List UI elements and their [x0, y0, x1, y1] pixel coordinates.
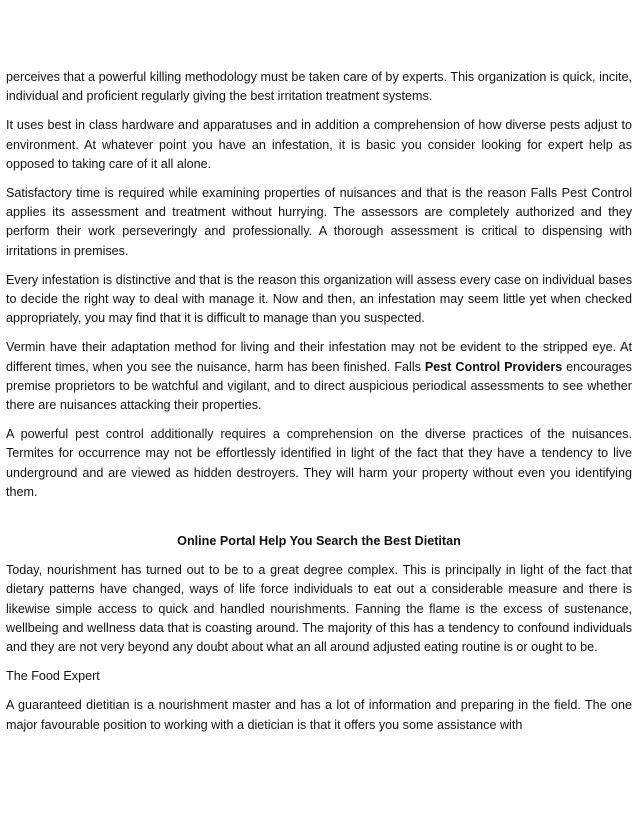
paragraph-methodology: perceives that a powerful killing methodology must be taken care of by experts. This organization is quick, incite, individual and proficient regularly giving the best irritation treatment systems. — [6, 70, 632, 104]
paragraph-nourishment: Today, nourishment has turned out to be to a great degree complex. This is principally in light of the fact that dietary patterns have changed, ways of life force individuals to eat out a considerable measure and there is likewise simple access to quick and handled nourishments. Fanning the flame is the excess of sustenance, wellbeing and wellness data that is coasting around. The majority of this has a tendency to confound individuals and they are not very beyond any doubt about what an all around adjusted eating routine is or ought to be. — [6, 563, 632, 655]
subheading-food-expert: The Food Expert — [6, 669, 100, 684]
vermin-text-before: Vermin have their adaptation method for living and their infestation may not be evident to the stripped eye. At different times, when you see the nuisance, harm has been finished. Falls — [6, 340, 632, 374]
section-title: Online Portal Help You Search the Best Dietitan — [177, 534, 461, 549]
vermin-text-after: encourages premise proprietors to be watchful and vigilant, and to direct auspicious periodical assessments to see whether there are nuisances attacking their properties. — [6, 359, 632, 413]
paragraph-assessment: Satisfactory time is required while examining properties of nuisances and that is the reason Falls Pest Control applies its assessment and treatment without hurrying. The assessors are completely authorized and they perform their work perseveringly and professionally. A thorough assessment is critical to dispensing with irritations in premises. — [6, 186, 632, 258]
document-page — [6, 68, 632, 745]
paragraph-infestation: Every infestation is distinctive and that is the reason this organization will assess every case on individual bases to decide the right way to deal with manage it. Now and then, an infestation may seem little yet when checked appropriately, you may find that it is difficult to manage than you suspected. — [6, 272, 632, 326]
paragraph-termites: A powerful pest control additionally requires a comprehension on the diverse practices of the nuisances. Termites for occurrence may not be effortlessly identified in light of the fact that they have a tendency to live underground and are viewed as hidden destroyers. They will harm your property without even you identifying them. — [6, 427, 632, 499]
pest-control-providers-link: Pest Control Providers — [424, 359, 563, 374]
paragraph-vermin — [6, 338, 632, 415]
paragraph-dietitian: A guaranteed dietitian is a nourishment master and has a lot of information and preparing in the field. The one major favourable position to working with a dietician is that it offers you some assistance with — [6, 698, 632, 732]
paragraph-hardware: It uses best in class hardware and apparatuses and in addition a comprehension of how diverse pests adjust to environment. At whatever point you have an infestation, it is basic you consider looking for expert help as opposed to taking care of it all alone. — [6, 118, 632, 171]
